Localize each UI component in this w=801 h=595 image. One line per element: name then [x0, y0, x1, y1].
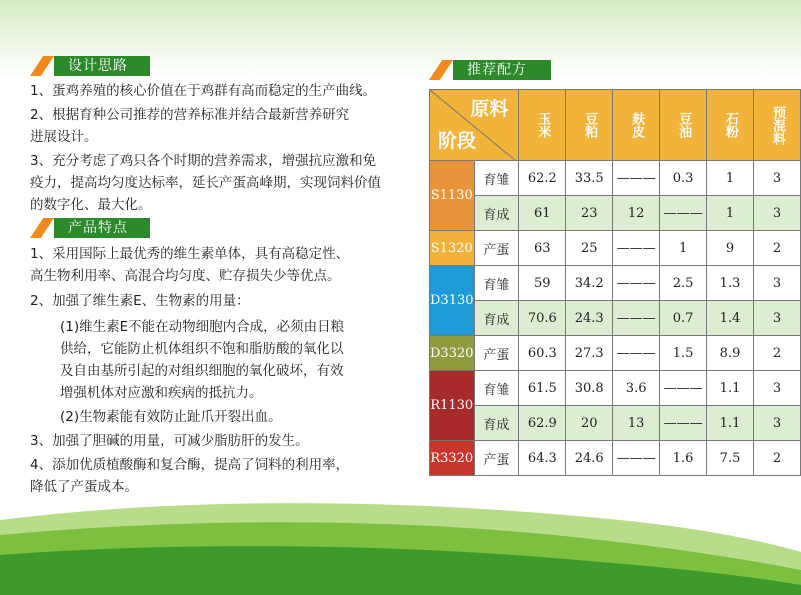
features-section-header — [30, 218, 150, 238]
value-cell: 62.2 — [519, 161, 566, 196]
value-cell: ——— — [613, 301, 660, 336]
value-cell: 1.5 — [660, 336, 707, 371]
recipe-row — [430, 336, 801, 371]
feature-2-1-line3: 及自由基所引起的对组织细胞的氧化破坏，有效 — [60, 363, 344, 379]
value-cell: 24.6 — [566, 441, 613, 476]
stage-cell: 产蛋 — [474, 231, 519, 266]
corner-stage-label: 阶段 — [438, 130, 477, 152]
value-cell: ——— — [613, 161, 660, 196]
stage-cell: 育雏 — [474, 161, 519, 196]
features-section-title: 产品特点 — [54, 218, 150, 238]
recipe-section-title: 推荐配方 — [453, 60, 551, 80]
stage-cell: 产蛋 — [474, 336, 519, 371]
value-cell: 70.6 — [519, 301, 566, 336]
value-cell: 13 — [613, 406, 660, 441]
header-accent-shape — [30, 56, 54, 76]
value-cell: 62.9 — [519, 406, 566, 441]
recipe-row — [430, 441, 801, 476]
value-cell: ——— — [613, 231, 660, 266]
product-code-cell: R3320 — [430, 441, 475, 476]
value-cell: 1 — [707, 161, 754, 196]
value-cell: 2 — [753, 231, 800, 266]
value-cell: 63 — [519, 231, 566, 266]
value-cell: ——— — [660, 196, 707, 231]
value-cell: 20 — [566, 406, 613, 441]
recipe-row — [430, 161, 801, 196]
value-cell: 30.8 — [566, 371, 613, 406]
column-header: 豆粕 — [566, 90, 613, 161]
stage-cell: 育成 — [474, 196, 519, 231]
value-cell: 3 — [753, 161, 800, 196]
value-cell: 1.3 — [707, 266, 754, 301]
recipe-row — [430, 301, 801, 336]
value-cell: 3 — [753, 406, 800, 441]
column-header: 石粉 — [707, 90, 754, 161]
recipe-row — [430, 266, 801, 301]
value-cell: ——— — [613, 441, 660, 476]
column-header: 玉米 — [519, 90, 566, 161]
value-cell: ——— — [660, 371, 707, 406]
design-point-2-line1: 2、根据育种公司推荐的营养标准并结合最新营养研究 — [30, 107, 350, 123]
feature-2-1-line2: 供给，它能防止机体组织不饱和脂肪酸的氧化以 — [60, 341, 344, 357]
feature-2: 2、加强了维生素E、生物素的用量： — [30, 293, 250, 309]
value-cell: 34.2 — [566, 266, 613, 301]
value-cell: 64.3 — [519, 441, 566, 476]
value-cell: 1.6 — [660, 441, 707, 476]
value-cell: ——— — [613, 336, 660, 371]
recipe-row — [430, 371, 801, 406]
corner-ingredient-label: 原料 — [470, 98, 509, 120]
product-code-cell: S1130 — [430, 161, 475, 231]
product-code-cell: D3320 — [430, 336, 475, 371]
feature-1-line2: 高生物利用率、高混合均匀度、贮存损失少等优点。 — [30, 268, 341, 284]
value-cell: 1 — [660, 231, 707, 266]
design-section-header — [30, 56, 150, 76]
feature-1-line1: 1、采用国际上最优秀的维生素单体，具有高稳定性、 — [30, 246, 350, 262]
value-cell: 2 — [753, 336, 800, 371]
value-cell: ——— — [613, 266, 660, 301]
value-cell: 3 — [753, 371, 800, 406]
design-point-3-line1: 3、充分考虑了鸡只各个时期的营养需求，增强抗应激和免 — [30, 153, 377, 169]
header-accent-shape — [30, 218, 54, 238]
column-header: 预混料 — [753, 90, 800, 161]
bottom-green-wave — [0, 490, 801, 595]
header-accent-shape — [429, 60, 453, 80]
recipe-row — [430, 406, 801, 441]
value-cell: 12 — [613, 196, 660, 231]
value-cell: 0.3 — [660, 161, 707, 196]
design-point-3-line3: 的数字化、最大化。 — [30, 197, 152, 213]
feature-2-1-line4: 增强机体对应激和疾病的抵抗力。 — [60, 385, 263, 401]
corner-header-cell — [430, 90, 519, 161]
value-cell: 8.9 — [707, 336, 754, 371]
value-cell: 3 — [753, 301, 800, 336]
product-code-cell: D3130 — [430, 266, 475, 336]
value-cell: 2 — [753, 441, 800, 476]
stage-cell: 产蛋 — [474, 441, 519, 476]
value-cell: 7.5 — [707, 441, 754, 476]
recipe-row — [430, 196, 801, 231]
value-cell: 1.4 — [707, 301, 754, 336]
value-cell: 59 — [519, 266, 566, 301]
recipe-header-row — [430, 90, 801, 161]
value-cell: 1.1 — [707, 406, 754, 441]
stage-cell: 育成 — [474, 301, 519, 336]
value-cell: 23 — [566, 196, 613, 231]
value-cell: 27.3 — [566, 336, 613, 371]
value-cell: 3 — [753, 266, 800, 301]
recipe-section-header — [429, 60, 551, 80]
stage-cell: 育雏 — [474, 266, 519, 301]
product-code-cell: R1130 — [430, 371, 475, 441]
value-cell: 9 — [707, 231, 754, 266]
recipe-table — [429, 89, 801, 476]
design-section-title: 设计思路 — [54, 56, 150, 76]
stage-cell: 育雏 — [474, 371, 519, 406]
design-point-1: 1、蛋鸡养殖的核心价值在于鸡群有高而稳定的生产曲线。 — [30, 83, 377, 99]
feature-4-line1: 4、添加优质植酸酶和复合酶，提高了饲料的利用率， — [30, 457, 350, 473]
value-cell: 60.3 — [519, 336, 566, 371]
feature-2-2: (2)生物素能有效防止趾爪开裂出血。 — [60, 409, 282, 425]
recipe-table-body — [430, 90, 801, 476]
design-point-3-line2: 疫力，提高均匀度达标率，延长产蛋高峰期，实现饲料价值 — [30, 175, 381, 191]
value-cell: 3.6 — [613, 371, 660, 406]
value-cell: 3 — [753, 196, 800, 231]
value-cell: 61.5 — [519, 371, 566, 406]
feature-3: 3、加强了胆碱的用量，可减少脂肪肝的发生。 — [30, 433, 309, 449]
design-point-2-line2: 进展设计。 — [30, 129, 98, 145]
recipe-row — [430, 231, 801, 266]
stage-cell: 育成 — [474, 406, 519, 441]
value-cell: 25 — [566, 231, 613, 266]
value-cell: 1.1 — [707, 371, 754, 406]
value-cell: 33.5 — [566, 161, 613, 196]
value-cell: ——— — [660, 406, 707, 441]
feature-2-1-line1: (1)维生素E不能在动物细胞内合成，必须由日粮 — [60, 319, 345, 335]
value-cell: 0.7 — [660, 301, 707, 336]
value-cell: 24.3 — [566, 301, 613, 336]
value-cell: 1 — [707, 196, 754, 231]
column-header: 麸皮 — [613, 90, 660, 161]
value-cell: 61 — [519, 196, 566, 231]
product-code-cell: S1320 — [430, 231, 475, 266]
column-header: 豆油 — [660, 90, 707, 161]
feature-4-line2: 降低了产蛋成本。 — [30, 479, 138, 495]
value-cell: 2.5 — [660, 266, 707, 301]
